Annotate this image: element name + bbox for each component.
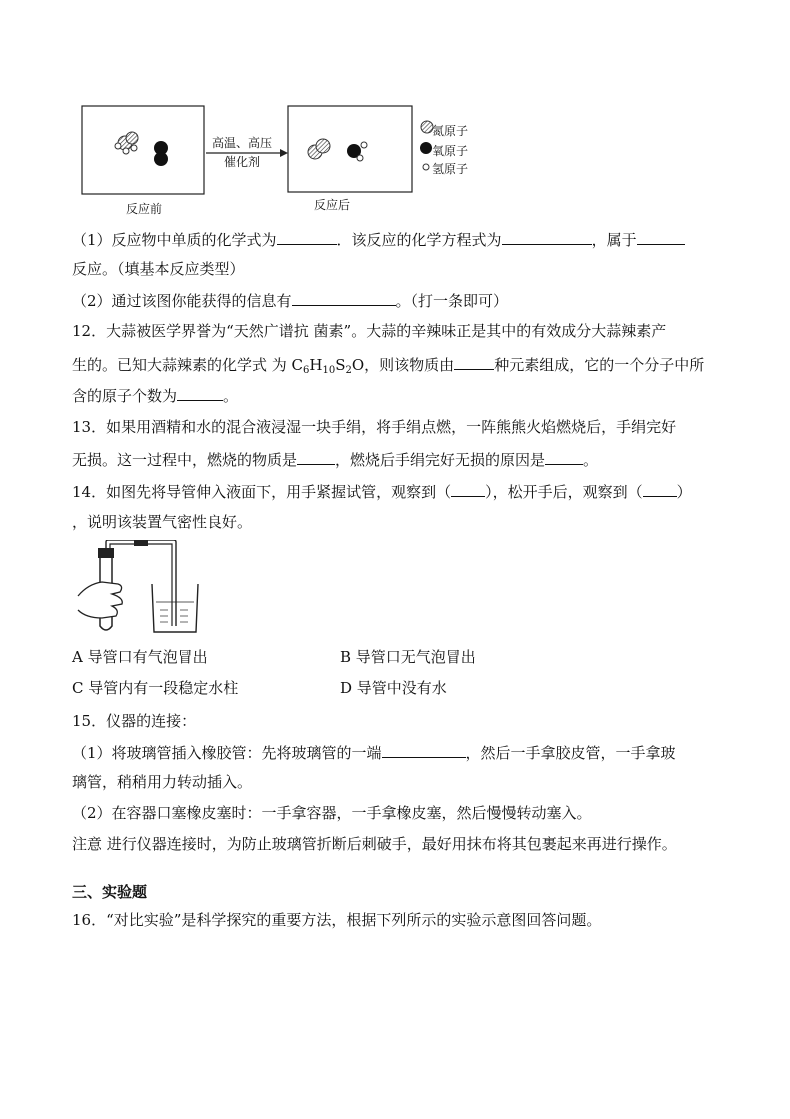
nitrogen-atom xyxy=(126,132,138,144)
answer-blank[interactable] xyxy=(382,741,466,758)
q15-part2: （2）在容器口塞橡皮塞时：一手拿容器，一手拿橡皮塞，然后慢慢转动塞入。 xyxy=(72,804,592,822)
q14-line1: 14．如图先将导管伸入液面下，用手紧握试管，观察到（ ），松开手后，观察到（ ） xyxy=(72,480,730,502)
airtightness-apparatus-figure xyxy=(72,540,202,636)
q11-part2: （2）通过该图你能获得的信息有 。（打一条即可） xyxy=(72,289,730,311)
answer-blank[interactable] xyxy=(502,228,592,245)
q15-title: 15．仪器的连接： xyxy=(72,712,197,730)
hand xyxy=(78,582,122,618)
answer-blank[interactable] xyxy=(643,480,677,497)
answer-blank[interactable] xyxy=(637,228,685,245)
legend-oxygen-symbol xyxy=(420,142,432,154)
q11-part1-line2: 反应。（填基本反应类型） xyxy=(72,260,245,278)
legend-hydrogen-symbol xyxy=(423,164,429,170)
hydrogen-atom xyxy=(131,145,137,151)
answer-blank[interactable] xyxy=(177,384,223,401)
beaker xyxy=(152,584,198,632)
legend-nitrogen: 氮原子 xyxy=(432,124,469,138)
section-title: 三、实验题 xyxy=(72,883,148,901)
rubber-connector xyxy=(134,540,148,546)
before-box xyxy=(82,106,204,194)
q15-part1-line2: 璃管，稍稍用力转动插入。 xyxy=(72,773,253,791)
q13-line2: 无损。这一过程中，燃烧的物质是 ，燃烧后手绢完好无损的原因是 。 xyxy=(72,448,730,470)
q15-note: 注意 进行仪器连接时，为防止玻璃管折断后刺破手，最好用抹布将其包裹起来再进行操作。 xyxy=(72,835,677,853)
option-b[interactable]: B 导管口无气泡冒出 xyxy=(340,648,476,666)
hydrogen-atom xyxy=(123,148,129,154)
hydrogen-atom xyxy=(357,155,363,161)
oxygen-atom xyxy=(154,152,168,166)
answer-blank[interactable] xyxy=(292,289,396,306)
caption-after: 反应后 xyxy=(314,198,351,212)
option-c[interactable]: C 导管内有一段稳定水柱 xyxy=(72,679,239,697)
option-a[interactable]: A 导管口有气泡冒出 xyxy=(72,648,208,666)
rubber-stopper xyxy=(98,548,114,558)
answer-blank[interactable] xyxy=(297,448,335,465)
arrow-condition-bottom: 催化剂 xyxy=(224,155,261,169)
legend-oxygen: 氧原子 xyxy=(432,144,469,158)
answer-blank[interactable] xyxy=(451,480,485,497)
reaction-diagram xyxy=(70,96,510,216)
hydrogen-atom xyxy=(361,142,367,148)
q13-line1: 13．如果用酒精和水的混合液浸湿一块手绢，将手绢点燃，一阵熊熊火焰燃烧后，手绢完好 xyxy=(72,418,677,436)
q12-line2: 生的。已知大蒜辣素的化学式 为 $C_6H_{10}S_2O$，则该物质由 种元素组成，它的一个分子中所 xyxy=(72,353,730,381)
nitrogen-atom xyxy=(316,139,330,153)
q12-line3: 含的原子个数为 。 xyxy=(72,384,730,406)
q16: 16．“对比实验”是科学探究的重要方法，根据下列所示的实验示意图回答问题。 xyxy=(72,911,602,929)
q14-line2: ，说明该装置气密性良好。 xyxy=(72,513,253,531)
q11-part1-line1: （1）反应物中单质的化学式为 ．该反应的化学方程式为 ，属于 xyxy=(72,228,730,250)
hydrogen-atom xyxy=(115,143,121,149)
answer-blank[interactable] xyxy=(454,353,494,370)
caption-before: 反应前 xyxy=(126,202,163,216)
legend-hydrogen: 氢原子 xyxy=(432,162,469,176)
q12-line1: 12．大蒜被医学界誉为“天然广谱抗 菌素”。大蒜的辛辣味正是其中的有效成分大蒜辣素产 xyxy=(72,322,667,340)
option-d[interactable]: D 导管中没有水 xyxy=(340,679,447,697)
answer-blank[interactable] xyxy=(545,448,583,465)
apparatus-svg xyxy=(72,540,202,636)
q15-part1-line1: （1）将玻璃管插入橡胶管：先将玻璃管的一端 ，然后一手拿胶皮管，一手拿玻 xyxy=(72,741,730,763)
arrow-condition-top: 高温、高压 xyxy=(212,136,273,150)
answer-blank[interactable] xyxy=(277,228,337,245)
